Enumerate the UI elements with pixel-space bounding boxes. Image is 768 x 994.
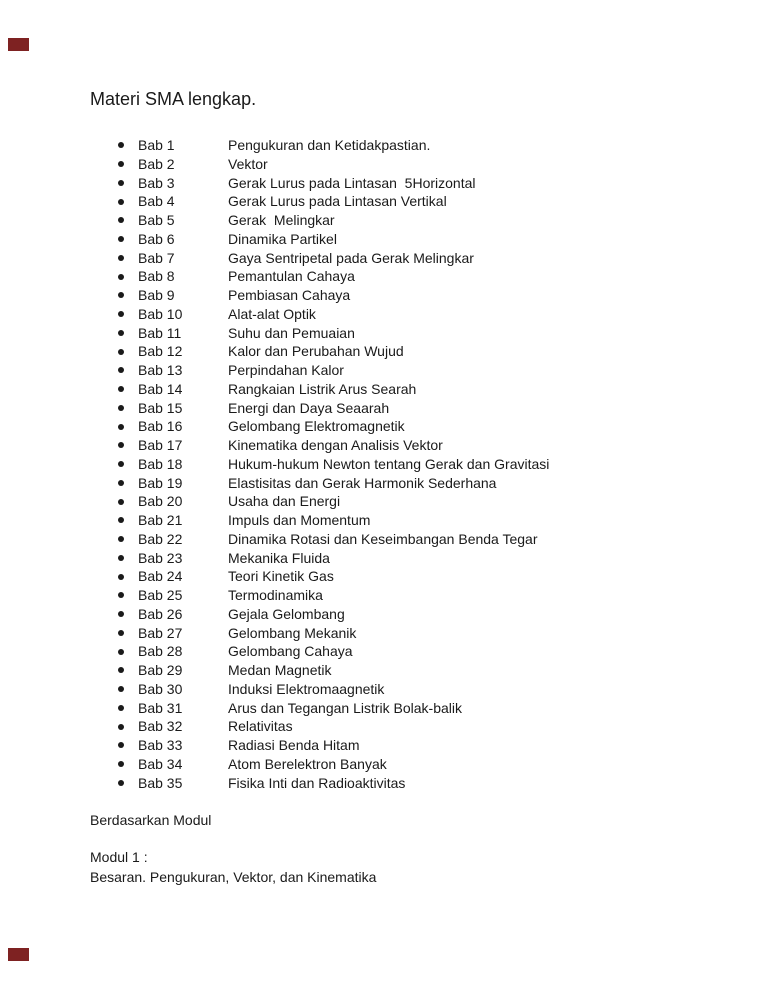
chapter-label: Bab 25	[138, 587, 183, 603]
bullet-icon	[118, 236, 124, 242]
chapter-title: Elastisitas dan Gerak Harmonik Sederhana	[228, 474, 497, 491]
list-item	[0, 286, 768, 305]
bullet-icon	[118, 574, 124, 580]
bullet-icon	[118, 386, 124, 392]
list-item	[0, 267, 768, 286]
list-item	[0, 642, 768, 661]
corner-mark-bottom	[8, 948, 29, 961]
chapter-label: Bab 6	[138, 230, 175, 247]
list-item	[0, 155, 768, 174]
chapter-title: Energi dan Daya Seaarah	[228, 399, 390, 416]
chapter-label: Bab 29	[138, 662, 183, 678]
list-item	[0, 342, 768, 361]
bullet-icon	[118, 742, 124, 748]
bullet-icon	[118, 424, 124, 430]
chapter-title: Alat-alat Optik	[228, 305, 316, 322]
bullet-icon	[118, 349, 124, 355]
chapter-label: Bab 30	[138, 680, 183, 697]
chapter-label: Bab 5	[138, 212, 175, 228]
chapter-label: Bab 10	[138, 305, 183, 322]
list-item	[0, 324, 768, 343]
chapter-label: Bab 1	[138, 137, 175, 153]
chapter-title: Gejala Gelombang	[228, 605, 345, 622]
bullet-icon	[118, 705, 124, 711]
chapter-title: Vektor	[228, 155, 268, 172]
bullet-icon	[118, 517, 124, 523]
chapter-label: Bab 27	[138, 624, 183, 641]
bullet-icon	[118, 499, 124, 505]
chapter-label: Bab 24	[138, 568, 183, 585]
chapter-label: Bab 18	[138, 455, 183, 472]
bullet-icon	[118, 686, 124, 692]
chapter-title: Relativitas	[228, 718, 293, 735]
chapter-title: Dinamika Partikel	[228, 230, 337, 247]
chapter-label: Bab 32	[138, 718, 183, 735]
bullet-icon	[118, 161, 124, 167]
chapter-label: Bab 33	[138, 737, 183, 753]
chapter-title: Suhu dan Pemuaian	[228, 324, 355, 341]
list-item	[0, 624, 768, 643]
chapter-label: Bab 15	[138, 399, 183, 416]
chapter-title: Atom Berelektron Banyak	[228, 755, 387, 772]
bullet-icon	[118, 274, 124, 280]
chapter-title: Gerak Melingkar	[228, 212, 335, 228]
list-item	[0, 305, 768, 324]
bullet-icon	[118, 649, 124, 655]
bullet-icon	[118, 142, 124, 148]
chapter-label: Bab 17	[138, 437, 183, 453]
corner-mark-top	[8, 38, 29, 51]
chapter-title: Impuls dan Momentum	[228, 512, 371, 528]
list-item	[0, 492, 768, 511]
bullet-icon	[118, 311, 124, 317]
bullet-icon	[118, 405, 124, 411]
module-title: Besaran. Pengukuran, Vektor, dan Kinematika	[90, 869, 377, 885]
bullet-icon	[118, 199, 124, 205]
bullet-icon	[118, 255, 124, 261]
chapter-label: Bab 13	[138, 362, 183, 378]
bullet-icon	[118, 442, 124, 448]
bullet-icon	[118, 367, 124, 373]
list-item	[0, 399, 768, 418]
chapter-title: Dinamika Rotasi dan Keseimbangan Benda Tegar	[228, 530, 538, 547]
list-item	[0, 211, 768, 230]
chapter-label: Bab 26	[138, 605, 183, 622]
list-item	[0, 755, 768, 774]
list-item	[0, 380, 768, 399]
chapter-label: Bab 4	[138, 193, 175, 210]
chapter-label: Bab 21	[138, 512, 183, 528]
list-item	[0, 436, 768, 455]
page-title: Materi SMA lengkap.	[90, 89, 257, 109]
bullet-icon	[118, 780, 124, 786]
chapter-label: Bab 14	[138, 380, 183, 397]
module-heading: Modul 1 :	[90, 849, 148, 865]
list-item	[0, 417, 768, 436]
chapter-label: Bab 23	[138, 549, 183, 566]
chapter-label: Bab 11	[138, 324, 182, 341]
list-item	[0, 605, 768, 624]
bullet-icon	[118, 217, 124, 223]
bullet-icon	[118, 480, 124, 486]
chapter-title: Rangkaian Listrik Arus Searah	[228, 380, 417, 397]
based-on-text: Berdasarkan Modul	[90, 812, 212, 828]
list-item	[0, 717, 768, 736]
chapter-title: Perpindahan Kalor	[228, 362, 344, 378]
bullet-icon	[118, 667, 124, 673]
chapter-title: Arus dan Tegangan Listrik Bolak-balik	[228, 699, 462, 716]
chapter-label: Bab 28	[138, 643, 183, 660]
chapter-title: Usaha dan Energi	[228, 493, 341, 510]
chapter-label: Bab 19	[138, 474, 183, 491]
chapter-label: Bab 31	[138, 699, 183, 716]
chapter-title: Hukum-hukum Newton tentang Gerak dan Gravitasi	[228, 455, 550, 472]
list-item	[0, 192, 768, 211]
chapter-label: Bab 12	[138, 343, 183, 360]
chapter-title: Kalor dan Perubahan Wujud	[228, 343, 404, 360]
chapter-title: Gelombang Elektromagnetik	[228, 418, 405, 435]
bullet-icon	[118, 592, 124, 598]
list-item	[0, 249, 768, 268]
chapter-title: Gerak Lurus pada Lintasan Vertikal	[228, 193, 447, 210]
chapter-label: Bab 16	[138, 418, 183, 435]
chapter-label: Bab 2	[138, 155, 175, 172]
chapter-title: Kinematika dengan Analisis Vektor	[228, 437, 443, 453]
chapter-label: Bab 35	[138, 774, 183, 791]
chapter-label: Bab 8	[138, 268, 175, 285]
chapter-title: Fisika Inti dan Radioaktivitas	[228, 774, 406, 791]
chapter-label: Bab 7	[138, 249, 175, 266]
chapter-title: Teori Kinetik Gas	[228, 568, 334, 585]
chapter-label: Bab 20	[138, 493, 183, 510]
list-item	[0, 567, 768, 586]
chapter-list	[0, 136, 768, 792]
list-item	[0, 586, 768, 605]
chapter-label: Bab 22	[138, 530, 183, 547]
chapter-title: Termodinamika	[228, 587, 323, 603]
bullet-icon	[118, 292, 124, 298]
chapter-label: Bab 9	[138, 287, 175, 303]
bullet-icon	[118, 630, 124, 636]
list-item	[0, 661, 768, 680]
chapter-title: Gelombang Mekanik	[228, 624, 357, 641]
bullet-icon	[118, 761, 124, 767]
list-item	[0, 455, 768, 474]
list-item	[0, 530, 768, 549]
bullet-icon	[118, 724, 124, 730]
chapter-title: Radiasi Benda Hitam	[228, 737, 360, 753]
list-item	[0, 361, 768, 380]
bullet-icon	[118, 330, 124, 336]
chapter-title: Gerak Lurus pada Lintasan 5Horizontal	[228, 174, 476, 191]
list-item	[0, 136, 768, 155]
list-item	[0, 680, 768, 699]
chapter-title: Gelombang Cahaya	[228, 643, 353, 660]
chapter-label: Bab 3	[138, 174, 175, 191]
chapter-label: Bab 34	[138, 755, 183, 772]
bullet-icon	[118, 536, 124, 542]
chapter-title: Pengukuran dan Ketidakpastian.	[228, 137, 431, 153]
chapter-title: Pemantulan Cahaya	[228, 268, 355, 285]
list-item	[0, 511, 768, 530]
list-item	[0, 174, 768, 193]
chapter-title: Pembiasan Cahaya	[228, 287, 351, 303]
chapter-title: Medan Magnetik	[228, 662, 332, 678]
bullet-icon	[118, 461, 124, 467]
chapter-title: Mekanika Fluida	[228, 549, 330, 566]
list-item	[0, 474, 768, 493]
list-item	[0, 699, 768, 718]
chapter-title: Induksi Elektromaagnetik	[228, 680, 385, 697]
chapter-title: Gaya Sentripetal pada Gerak Melingkar	[228, 249, 474, 266]
bullet-icon	[118, 555, 124, 561]
list-item	[0, 736, 768, 755]
list-item	[0, 230, 768, 249]
bullet-icon	[118, 611, 124, 617]
list-item	[0, 774, 768, 793]
list-item	[0, 549, 768, 568]
bullet-icon	[118, 180, 124, 186]
